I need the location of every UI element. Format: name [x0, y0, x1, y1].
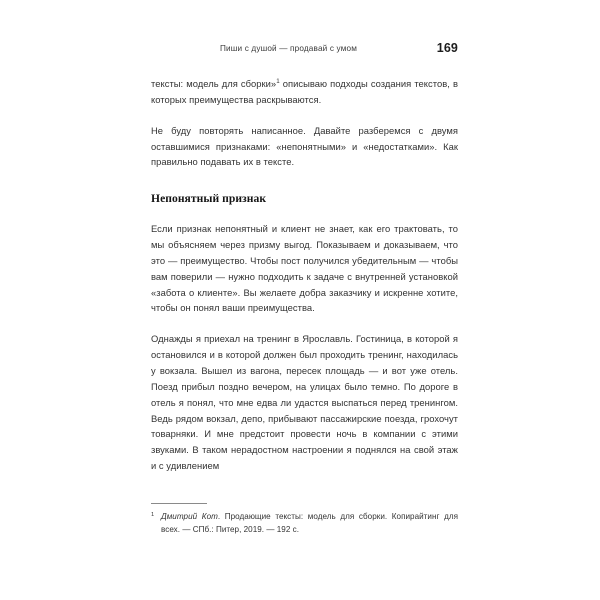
footnote-reference-marker[interactable]: 1	[276, 77, 280, 85]
section-heading: Непонятный признак	[151, 192, 267, 206]
footnote-area	[151, 503, 458, 536]
paragraph-story: Однажды я приехал на тренинг в Ярославль. Гостиница, в которой я остановился и в которой должен был проходить тренинг, находилась у вокзала. Вышел из вагона, пересек площадь — и вот уже отель. Поезд прибыл поздно вечером, на улицах было темно. По дороге в отель я понял, что мне едва ли удастся выспаться перед тренингом. Ведь рядом вокзал, депо, прибывают пассажирские поезда, грохочут товарняки. И мне предстоит провести ночь в компании с этими звуками. В таком нерадостном настроении я поднялся на свой этаж и с удивлением	[151, 333, 458, 472]
paragraph-continued	[151, 76, 458, 108]
running-head-title: Пиши с душой — продавай с умом	[220, 44, 357, 53]
paragraph-intro: Не буду повторять написанное. Давайте разберемся с двумя оставшимися признаками: «непонятными» и «недостатками». Как правильно подавать их в тексте.	[151, 124, 458, 168]
page-number: 169	[436, 41, 458, 55]
paragraph-text-tail: описываю подходы создания текстов, в которых преимущества раскрываются.	[151, 78, 458, 105]
footnote-number: 1	[151, 512, 155, 518]
paragraph-explanation: Если признак непонятный и клиент не знает, как его трактовать, то мы объясняем через призму выгод. Показываем и доказываем, что это — преимущество. Чтобы пост получился убедительным — чтобы вам поверили — нужно подходить к задаче с внутренней установкой «забота о клиенте». Вы желаете добра заказчику и искренне хотите, чтобы он понял ваши преимущества.	[151, 223, 458, 314]
footnote-author: Дмитрий Кот	[161, 512, 218, 521]
footnote-entry	[151, 510, 458, 536]
text-column	[151, 76, 458, 474]
running-head	[151, 41, 458, 58]
footnote-separator-rule	[151, 503, 207, 504]
paragraph-text-lead: тексты: модель для сборки»	[151, 78, 277, 89]
footnote-citation: . Продающие тексты: модель для сборки. Копирайтинг для всех. — СПб.: Питер, 2019. — 192 с.	[161, 512, 458, 535]
